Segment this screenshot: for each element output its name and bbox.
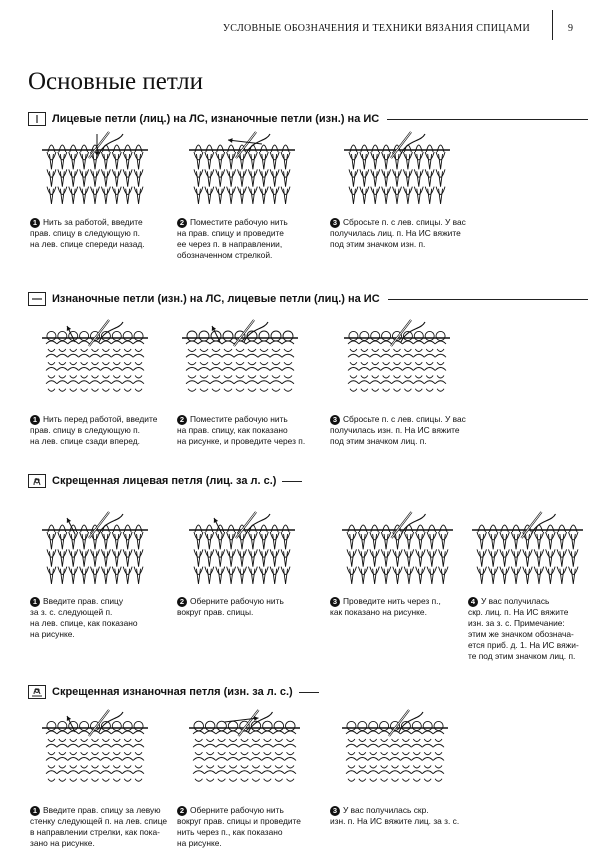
knit-step-3-illustration [342, 130, 452, 210]
step-text: Введите прав. спицу за левую стенку следующей п. на лев. спице в направлении стрелки, как пока- зано на рисунке. [30, 805, 168, 848]
crossed-loop-symbol-icon [28, 474, 46, 488]
step-text: Оберните рабочую нить вокруг прав. спицы и проведите нить через п., как показано на рисунке. [177, 805, 301, 848]
section-heading [28, 291, 588, 307]
section-heading [28, 684, 588, 700]
step-number-badge: 2 [177, 415, 187, 425]
step-number-badge: 1 [30, 806, 40, 816]
section-rule [299, 692, 319, 693]
section-knit-stitch [28, 111, 588, 127]
step-number-badge: 4 [468, 597, 478, 607]
section-heading [28, 473, 588, 489]
page-number: 9 [568, 23, 573, 34]
twisted-purl-step-1-illustration [40, 708, 150, 793]
header-divider [552, 10, 553, 40]
knit-step-1-illustration [40, 130, 150, 210]
running-header-title: УСЛОВНЫЕ ОБОЗНАЧЕНИЯ И ТЕХНИКИ ВЯЗАНИЯ СПИЦАМИ [222, 23, 530, 34]
step-caption [30, 596, 175, 640]
twisted-knit-step-1-illustration [40, 510, 150, 590]
step-caption [330, 596, 460, 618]
step-caption [330, 805, 490, 827]
horizontal-line-symbol-icon [28, 292, 46, 306]
section-rule [282, 481, 302, 482]
step-caption [177, 414, 327, 447]
step-number-badge: 2 [177, 806, 187, 816]
twisted-knit-step-2-illustration [187, 510, 297, 590]
step-text: Сбросьте п. с лев. спицы. У вас получилась лиц. п. На ИС вяжите под этим значком изн. п. [330, 217, 466, 249]
purl-step-3-illustration [342, 318, 452, 403]
section-title: Скрещенная изнаночная петля (изн. за л. с.) [52, 686, 293, 698]
crossed-loop-underlined-symbol-icon [28, 685, 46, 699]
step-text: У вас получилась скр. изн. п. На ИС вяжите лиц. за з. с. [330, 805, 460, 826]
twisted-knit-step-4-illustration [470, 510, 585, 590]
knit-step-2-illustration [187, 130, 297, 210]
section-rule [387, 119, 588, 120]
vertical-line-symbol-icon [28, 112, 46, 126]
step-text: Поместите рабочую нить на прав. спицу, как показано на рисунке, и проведите через п. [177, 414, 306, 446]
section-rule [388, 299, 588, 300]
step-caption [330, 217, 500, 250]
step-number-badge: 3 [330, 218, 340, 228]
step-caption [177, 596, 322, 618]
page-title: Основные петли [28, 68, 203, 95]
twisted-purl-step-2-illustration [187, 708, 302, 793]
section-title: Лицевые петли (лиц.) на ЛС, изнаночные петли (изн.) на ИС [52, 113, 380, 125]
section-purl-stitch [28, 291, 588, 307]
step-text: Нить за работой, введите прав. спицу в следующую п. на лев. спице спереди назад. [30, 217, 145, 249]
step-number-badge: 3 [330, 597, 340, 607]
step-text: Нить перед работой, введите прав. спицу в следующую п. на лев. спице сзади вперед. [30, 414, 158, 446]
step-caption [177, 805, 327, 849]
purl-step-2-illustration [180, 318, 300, 403]
step-number-badge: 1 [30, 597, 40, 607]
section-heading [28, 111, 588, 127]
step-caption [330, 414, 500, 447]
twisted-purl-step-3-illustration [340, 708, 450, 793]
section-twisted-knit [28, 473, 588, 489]
step-number-badge: 3 [330, 806, 340, 816]
running-header [0, 0, 600, 46]
section-title: Изнаночные петли (изн.) на ЛС, лицевые петли (лиц.) на ИС [52, 293, 380, 305]
step-text: Сбросьте п. с лев. спицы. У вас получилась изн. п. На ИС вяжите под этим значком лиц. п. [330, 414, 466, 446]
step-number-badge: 2 [177, 597, 187, 607]
step-caption [30, 414, 175, 447]
step-text: Оберните рабочую нить вокруг прав. спицы. [177, 596, 284, 617]
step-number-badge: 1 [30, 218, 40, 228]
section-twisted-purl [28, 684, 588, 700]
step-text: Проведите нить через п., как показано на рисунке. [330, 596, 441, 617]
step-caption [30, 805, 180, 849]
step-number-badge: 1 [30, 415, 40, 425]
twisted-knit-step-3-illustration [340, 510, 455, 590]
step-number-badge: 3 [330, 415, 340, 425]
section-title: Скрещенная лицевая петля (лиц. за л. с.) [52, 475, 277, 487]
step-text: Поместите рабочую нить на прав. спицу и проведите ее через п. в направлении, обозначенном стрелкой. [177, 217, 288, 260]
step-number-badge: 2 [177, 218, 187, 228]
step-text: Введите прав. спицу за з. с. следующей п. на лев. спице, как показано на рисунке. [30, 596, 138, 639]
step-caption [30, 217, 175, 250]
step-caption [177, 217, 322, 261]
purl-step-1-illustration [40, 318, 150, 403]
step-caption [468, 596, 596, 662]
step-text: У вас получилась скр. лиц. п. На ИС вяжите изн. за з. с. Примечание: этим же значком обознача- ется приб. д. 1. На ИС вяжи- те под этим значком лиц. п. [468, 596, 579, 661]
